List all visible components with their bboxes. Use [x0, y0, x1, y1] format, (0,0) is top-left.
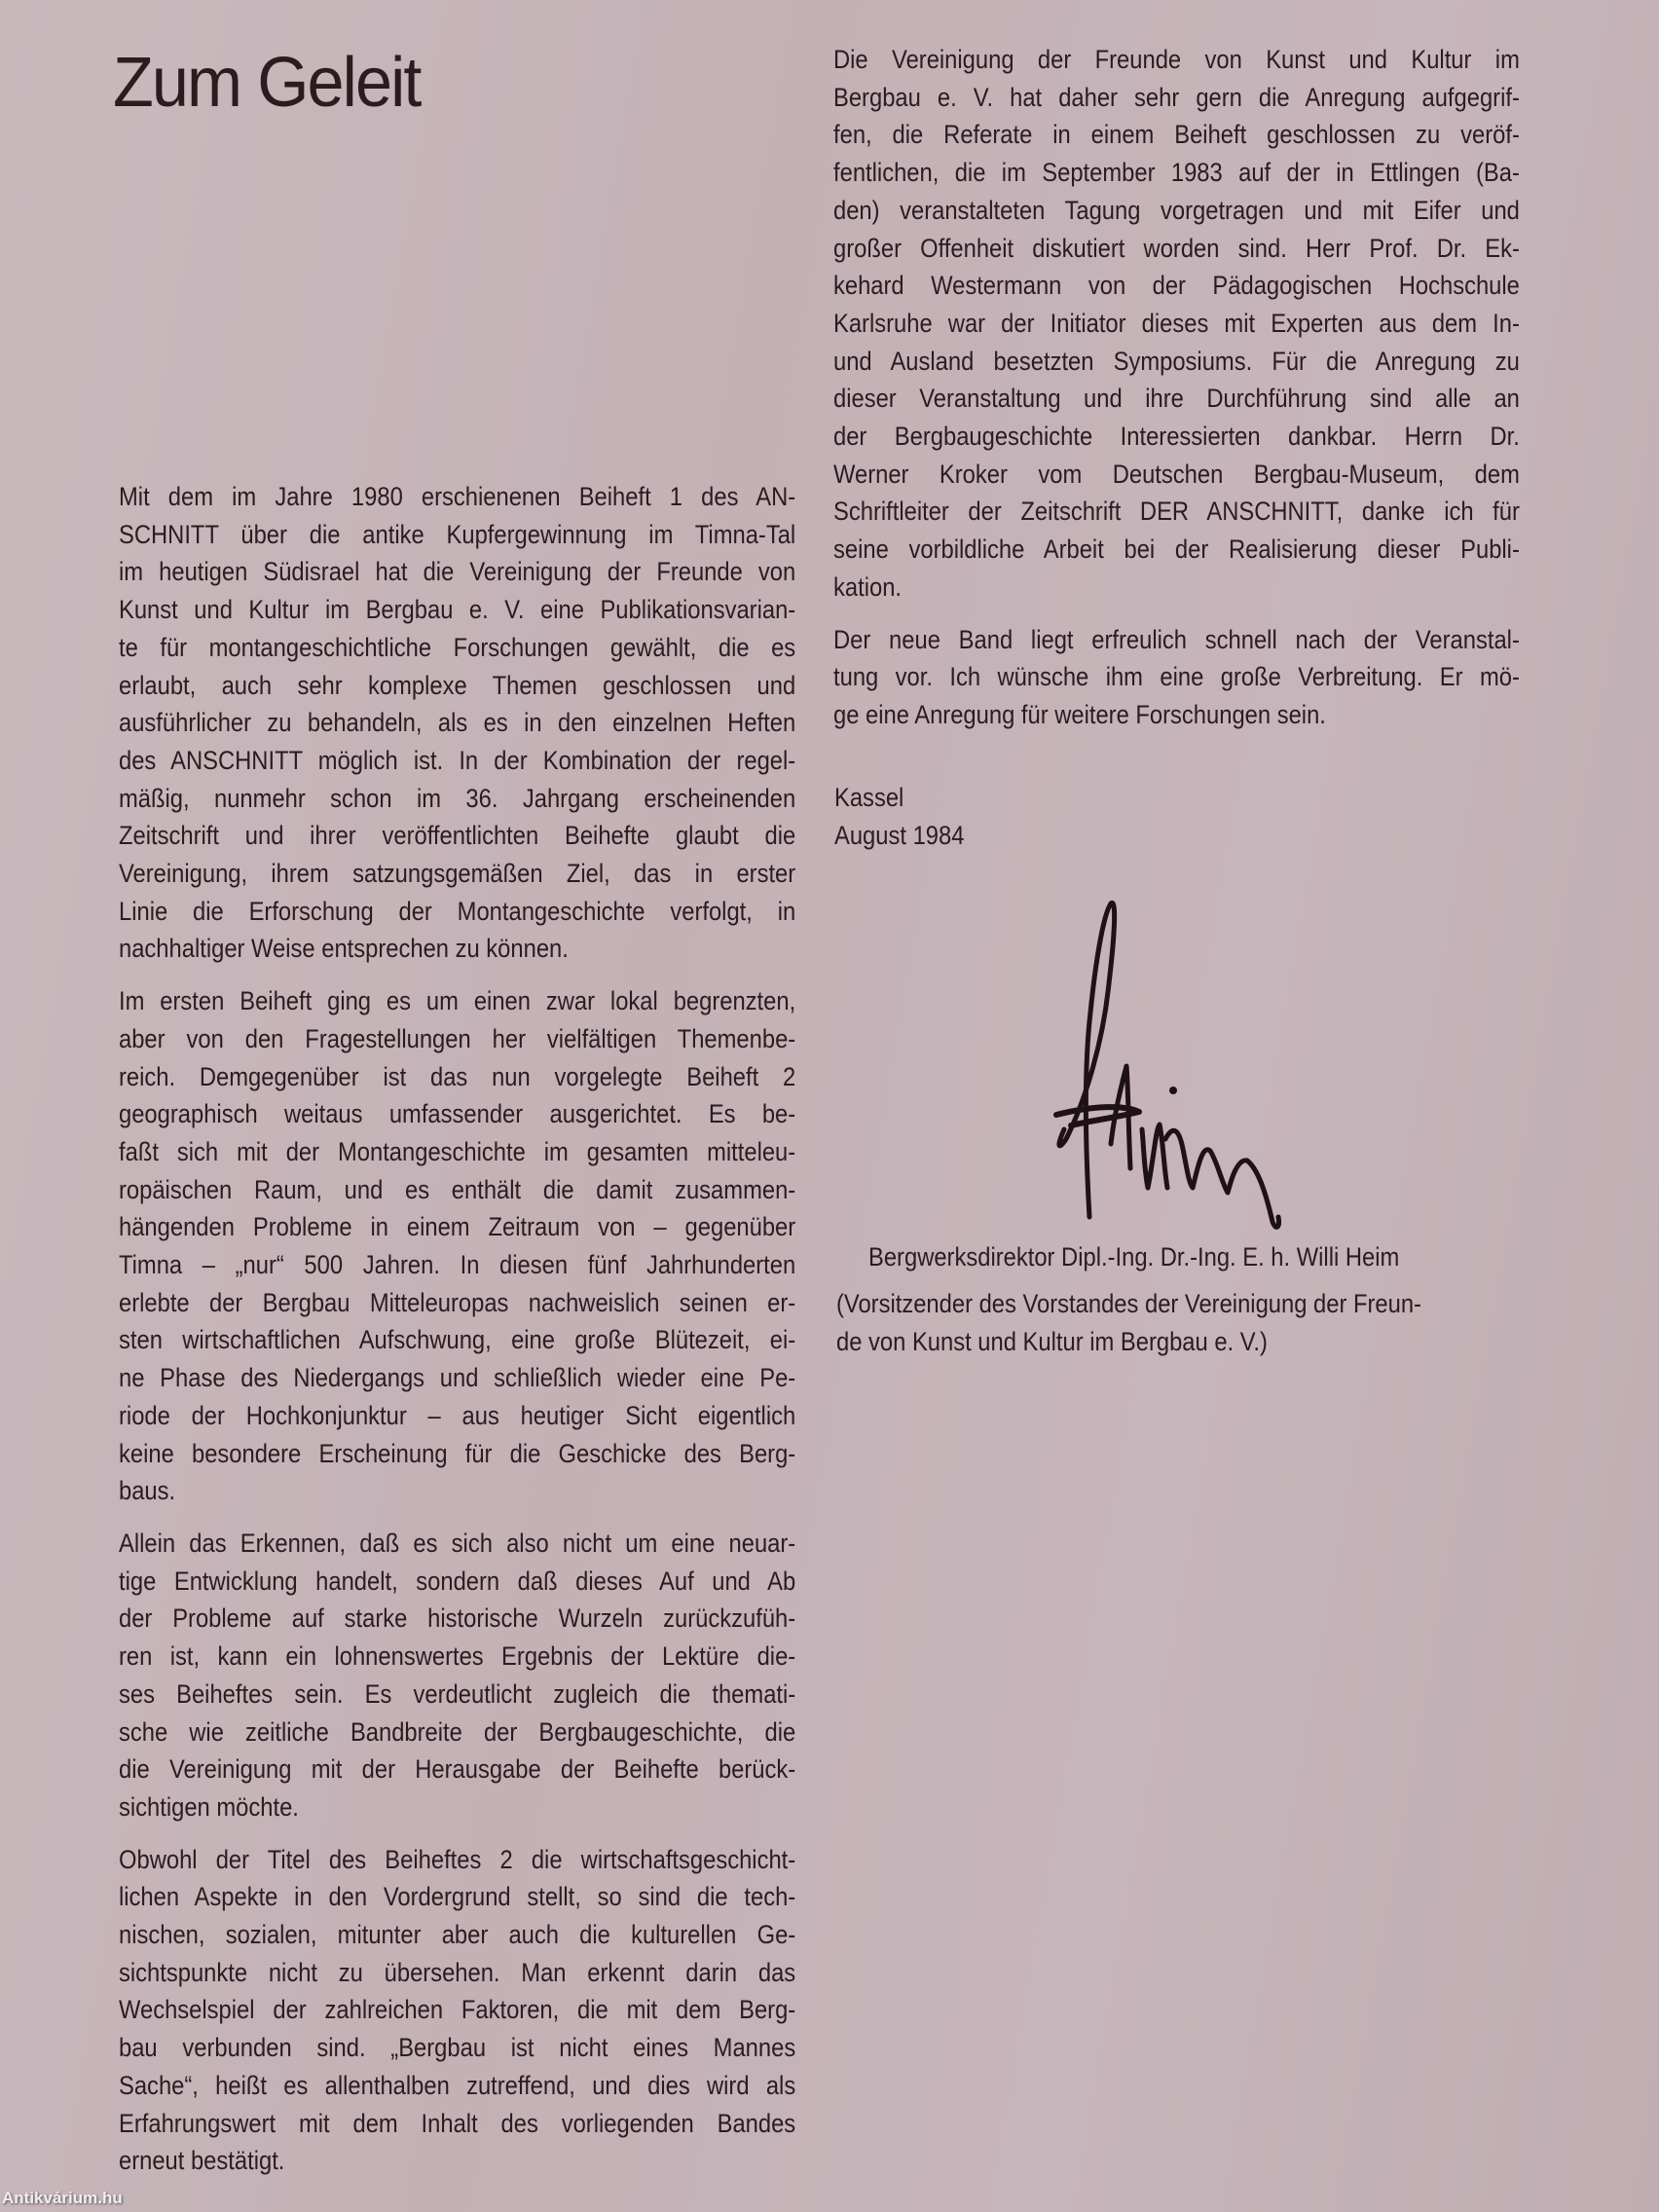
text-line: Kunst und Kultur im Bergbau e. V. eine Publikationsvarian- [119, 595, 796, 625]
text-line: den) veranstalteten Tagung vorgetragen und mit Eifer und [833, 195, 1520, 225]
text-line: faßt sich mit der Montangeschichte im gesamten mitteleu- [119, 1136, 796, 1166]
paragraph [119, 478, 795, 968]
text-line: Mit dem im Jahre 1980 erschienenen Beiheft 1 des AN- [119, 482, 796, 511]
date: August 1984 [834, 821, 965, 850]
text-line: Sache“, heißt es allenthalben zutreffend, und dies wird als [119, 2070, 796, 2100]
text-line: ses Beiheftes sein. Es verdeutlicht zugleich die themati- [119, 1678, 796, 1709]
text-line: sche wie zeitliche Bandbreite der Bergbaugeschichte, die [119, 1716, 796, 1747]
text-line: kation. [833, 571, 903, 602]
text-line: ren ist, kann ein lohnenswertes Ergebnis der Lektüre die- [119, 1641, 796, 1672]
text-line: sichtspunkte nicht zu übersehen. Man erkennt darin das [119, 1957, 796, 1987]
text-line: des ANSCHNITT möglich ist. In der Kombination der regel- [119, 745, 796, 775]
text-line: Im ersten Beiheft ging es um einen zwar lokal begrenzten, [119, 986, 796, 1016]
text-line: bau verbunden sind. „Bergbau ist nicht eines Mannes [119, 2033, 796, 2063]
signatory-name: Bergwerksdirektor Dipl.-Ing. Dr.-Ing. E. h. Willi Heim [868, 1242, 1400, 1272]
text-line: ge eine Anregung für weitere Forschungen sein. [833, 699, 1326, 729]
left-column [119, 478, 795, 2194]
text-line: Bergbau e. V. hat daher sehr gern die Anregung aufgegrif- [833, 82, 1520, 112]
text-line: kehard Westermann von der Pädagogischen Hochschule [833, 271, 1520, 301]
text-line: Wechselspiel der zahlreichen Faktoren, die mit dem Berg- [119, 1995, 796, 2025]
text-line: im heutigen Südisrael hat die Vereinigung der Freunde von [119, 557, 796, 587]
paragraph [833, 621, 1520, 734]
text-line: tung vor. Ich wünsche ihm eine große Verbreitung. Er mö- [833, 662, 1520, 692]
paragraph [119, 1525, 795, 1826]
text-line: nischen, sozialen, mitunter aber auch die kulturellen Ge- [119, 1920, 796, 1950]
text-line: die Vereinigung mit der Herausgabe der Beihefte berück- [119, 1754, 796, 1785]
signatory-role-line: (Vorsitzender des Vorstandes der Vereinigung der Freun- [836, 1289, 1421, 1318]
text-line: te für montangeschichtliche Forschungen gewählt, die es [119, 632, 796, 662]
text-line: Schriftleiter der Zeitschrift DER ANSCHNITT, danke ich für [833, 497, 1520, 527]
text-line: keine besondere Erscheinung für die Geschicke des Berg- [119, 1438, 796, 1468]
text-line: riode der Hochkonjunktur – aus heutiger Sicht eigentlich [119, 1400, 796, 1430]
text-line: ropäischen Raum, und es enthält die damit zusammen- [119, 1174, 796, 1204]
text-line: erlebte der Bergbau Mitteleuropas nachweislich seinen er- [119, 1287, 796, 1317]
text-line: aber von den Fragestellungen her vielfältigen Themenbe- [119, 1023, 796, 1053]
text-line: Werner Kroker vom Deutschen Bergbau-Museum, dem [833, 459, 1520, 489]
text-line: Der neue Band liegt erfreulich schnell nach der Veranstal- [833, 624, 1520, 654]
text-line: Allein das Erkennen, daß es sich also nicht um eine neuar- [119, 1528, 796, 1558]
text-line: fen, die Referate in einem Beiheft geschlossen zu veröf- [833, 120, 1520, 150]
text-line: der Probleme auf starke historische Wurzeln zurückzufüh- [119, 1604, 796, 1634]
text-line: sichtigen möchte. [119, 1791, 299, 1822]
text-line: Vereinigung, ihrem satzungsgemäßen Ziel, das in erster [119, 859, 796, 889]
paragraph [119, 982, 795, 1510]
text-line: nachhaltiger Weise entsprechen zu können. [119, 934, 569, 964]
text-line: großer Offenheit diskutiert worden sind. Herr Prof. Dr. Ek- [833, 233, 1520, 263]
text-line: Karlsruhe war der Initiator dieses mit Experten aus dem In- [833, 308, 1520, 338]
text-line: Erfahrungswert mit dem Inhalt des vorliegenden Bandes [119, 2108, 796, 2138]
text-line: sten wirtschaftlichen Aufschwung, eine große Blütezeit, ei- [119, 1325, 796, 1355]
page-title: Zum Geleit [113, 44, 421, 122]
text-line: tige Entwicklung handelt, sondern daß dieses Auf und Ab [119, 1566, 796, 1596]
text-line: dieser Veranstaltung und ihre Durchführung sind alle an [833, 384, 1520, 414]
text-line: SCHNITT über die antike Kupfergewinnung im Timna-Tal [119, 519, 796, 549]
text-line: lichen Aspekte in den Vordergrund stellt, so sind die tech- [119, 1882, 796, 1912]
text-line: Die Vereinigung der Freunde von Kunst und Kultur im [833, 45, 1520, 74]
text-line: erneut bestätigt. [119, 2146, 285, 2176]
text-line: und Ausland besetzten Symposiums. Für die Anregung zu [833, 346, 1520, 376]
text-line: Obwohl der Titel des Beiheftes 2 die wirtschaftsgeschicht- [119, 1844, 796, 1874]
text-line: der Bergbaugeschichte Interessierten dankbar. Herrn Dr. [833, 422, 1520, 452]
paragraph [119, 1841, 795, 2180]
text-line: erlaubt, auch sehr komplexe Themen geschlossen und [119, 670, 796, 700]
right-column [833, 41, 1520, 749]
text-line: fentlichen, die im September 1983 auf der in Ettlingen (Ba- [833, 158, 1520, 188]
text-line: seine vorbildliche Arbeit bei der Realisierung dieser Publi- [833, 535, 1520, 565]
text-line: geographisch weitaus umfassender ausgerichtet. Es be- [119, 1099, 796, 1129]
signatory-role-line: de von Kunst und Kultur im Bergbau e. V.) [836, 1327, 1268, 1356]
text-line: hängenden Probleme in einem Zeitraum von – gegenüber [119, 1212, 796, 1242]
place: Kassel [834, 783, 904, 812]
text-line: ausführlicher zu behandeln, als es in den einzelnen Heften [119, 708, 796, 738]
watermark: Antikvárium.hu [2, 2189, 123, 2207]
text-line: mäßig, nunmehr schon im 36. Jahrgang erscheinenden [119, 783, 796, 813]
text-line: Linie die Erforschung der Montangeschichte verfolgt, in [119, 896, 796, 926]
text-line: ne Phase des Niedergangs und schließlich wieder eine Pe- [119, 1363, 796, 1393]
signature [1047, 896, 1319, 1236]
paragraph [833, 41, 1520, 607]
text-line: baus. [119, 1476, 176, 1506]
text-line: Timna – „nur“ 500 Jahren. In diesen fünf Jahrhunderten [119, 1250, 796, 1280]
text-line: Zeitschrift und ihrer veröffentlichten Beihefte glaubt die [119, 821, 796, 851]
text-line: reich. Demgegenüber ist das nun vorgelegte Beiheft 2 [119, 1061, 796, 1091]
